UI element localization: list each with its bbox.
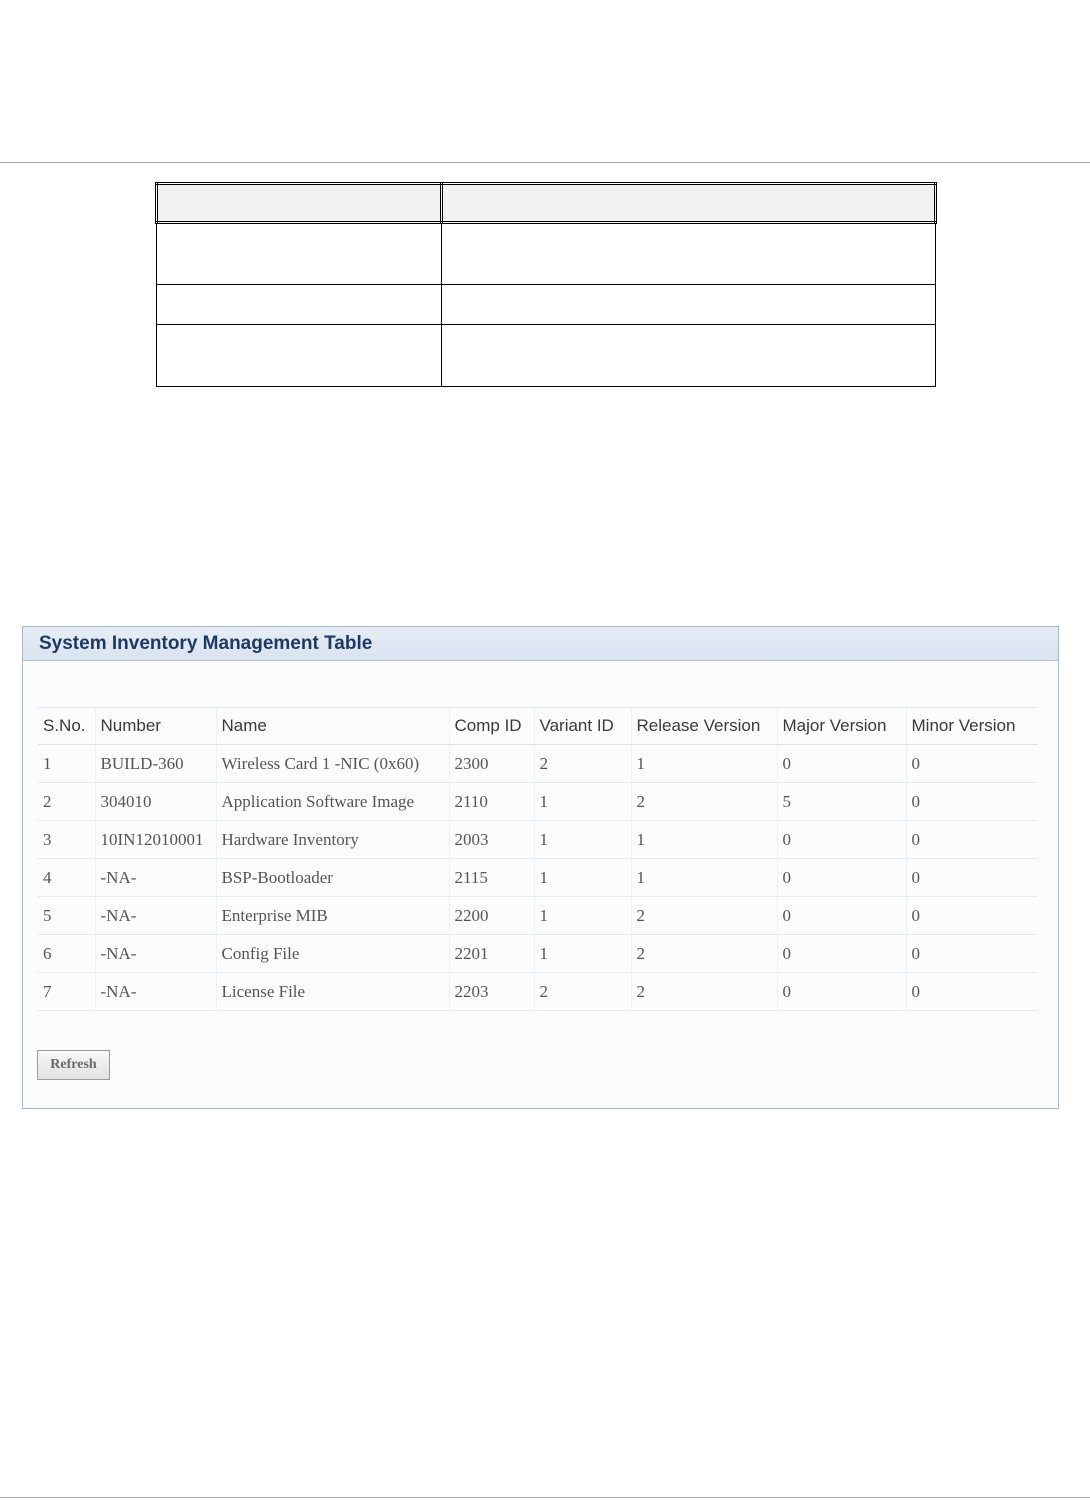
cell-variant-id: 1 (534, 783, 631, 821)
document-table-row (157, 223, 936, 285)
cell-release-version: 2 (631, 783, 777, 821)
column-header-sno: S.No. (38, 708, 95, 745)
cell-release-version: 2 (631, 897, 777, 935)
cell-minor-version: 0 (906, 897, 1038, 935)
document-table-row (157, 325, 936, 387)
cell-number: 304010 (95, 783, 216, 821)
cell-sno: 4 (38, 859, 95, 897)
column-header-minor-version: Minor Version (906, 708, 1038, 745)
cell-minor-version: 0 (906, 745, 1038, 783)
document-table-cell (157, 184, 442, 223)
cell-release-version: 1 (631, 821, 777, 859)
cell-variant-id: 2 (534, 973, 631, 1011)
page-divider-bottom (0, 1497, 1090, 1498)
cell-release-version: 2 (631, 973, 777, 1011)
cell-variant-id: 1 (534, 897, 631, 935)
cell-sno: 3 (38, 821, 95, 859)
cell-comp-id: 2300 (449, 745, 534, 783)
cell-number: 10IN12010001 (95, 821, 216, 859)
cell-comp-id: 2200 (449, 897, 534, 935)
cell-major-version: 0 (777, 859, 906, 897)
cell-sno: 1 (38, 745, 95, 783)
table-row (38, 745, 1038, 783)
cell-minor-version: 0 (906, 935, 1038, 973)
table-row (38, 897, 1038, 935)
inventory-table (38, 707, 1038, 1011)
cell-variant-id: 1 (534, 859, 631, 897)
cell-release-version: 1 (631, 859, 777, 897)
cell-release-version: 1 (631, 745, 777, 783)
cell-major-version: 0 (777, 745, 906, 783)
document-table-cell (157, 325, 442, 387)
document-table-header-row (157, 184, 936, 223)
document-table-cell (442, 325, 936, 387)
cell-minor-version: 0 (906, 859, 1038, 897)
cell-number: BUILD-360 (95, 745, 216, 783)
column-header-release-version: Release Version (631, 708, 777, 745)
cell-major-version: 0 (777, 973, 906, 1011)
cell-variant-id: 1 (534, 821, 631, 859)
table-row (38, 935, 1038, 973)
cell-sno: 6 (38, 935, 95, 973)
cell-sno: 7 (38, 973, 95, 1011)
document-table-cell (442, 223, 936, 285)
cell-name: Enterprise MIB (216, 897, 449, 935)
cell-name: License File (216, 973, 449, 1011)
cell-number: -NA- (95, 973, 216, 1011)
page-divider-top (0, 162, 1090, 163)
cell-major-version: 0 (777, 821, 906, 859)
document-table-row (157, 285, 936, 325)
refresh-button[interactable]: Refresh (37, 1050, 110, 1080)
cell-release-version: 2 (631, 935, 777, 973)
table-header-row (38, 708, 1038, 745)
document-table-cell (157, 285, 442, 325)
cell-major-version: 0 (777, 897, 906, 935)
cell-name: Wireless Card 1 -NIC (0x60) (216, 745, 449, 783)
cell-comp-id: 2003 (449, 821, 534, 859)
cell-comp-id: 2115 (449, 859, 534, 897)
cell-comp-id: 2203 (449, 973, 534, 1011)
document-table (155, 182, 937, 387)
table-row (38, 821, 1038, 859)
cell-major-version: 0 (777, 935, 906, 973)
cell-minor-version: 0 (906, 973, 1038, 1011)
cell-name: Config File (216, 935, 449, 973)
cell-minor-version: 0 (906, 783, 1038, 821)
cell-number: -NA- (95, 859, 216, 897)
table-row (38, 859, 1038, 897)
column-header-number: Number (95, 708, 216, 745)
cell-comp-id: 2201 (449, 935, 534, 973)
cell-major-version: 5 (777, 783, 906, 821)
column-header-comp-id: Comp ID (449, 708, 534, 745)
column-header-variant-id: Variant ID (534, 708, 631, 745)
cell-sno: 2 (38, 783, 95, 821)
cell-comp-id: 2110 (449, 783, 534, 821)
column-header-major-version: Major Version (777, 708, 906, 745)
cell-name: BSP-Bootloader (216, 859, 449, 897)
document-table-cell (442, 184, 936, 223)
cell-variant-id: 2 (534, 745, 631, 783)
cell-number: -NA- (95, 897, 216, 935)
document-table-cell (157, 223, 442, 285)
column-header-name: Name (216, 708, 449, 745)
cell-name: Application Software Image (216, 783, 449, 821)
cell-name: Hardware Inventory (216, 821, 449, 859)
cell-number: -NA- (95, 935, 216, 973)
cell-minor-version: 0 (906, 821, 1038, 859)
table-row (38, 783, 1038, 821)
cell-variant-id: 1 (534, 935, 631, 973)
table-row (38, 973, 1038, 1011)
inventory-panel (22, 626, 1059, 1109)
document-table-cell (442, 285, 936, 325)
panel-header (23, 627, 1058, 661)
cell-sno: 5 (38, 897, 95, 935)
panel-title: System Inventory Management Table (39, 632, 373, 654)
